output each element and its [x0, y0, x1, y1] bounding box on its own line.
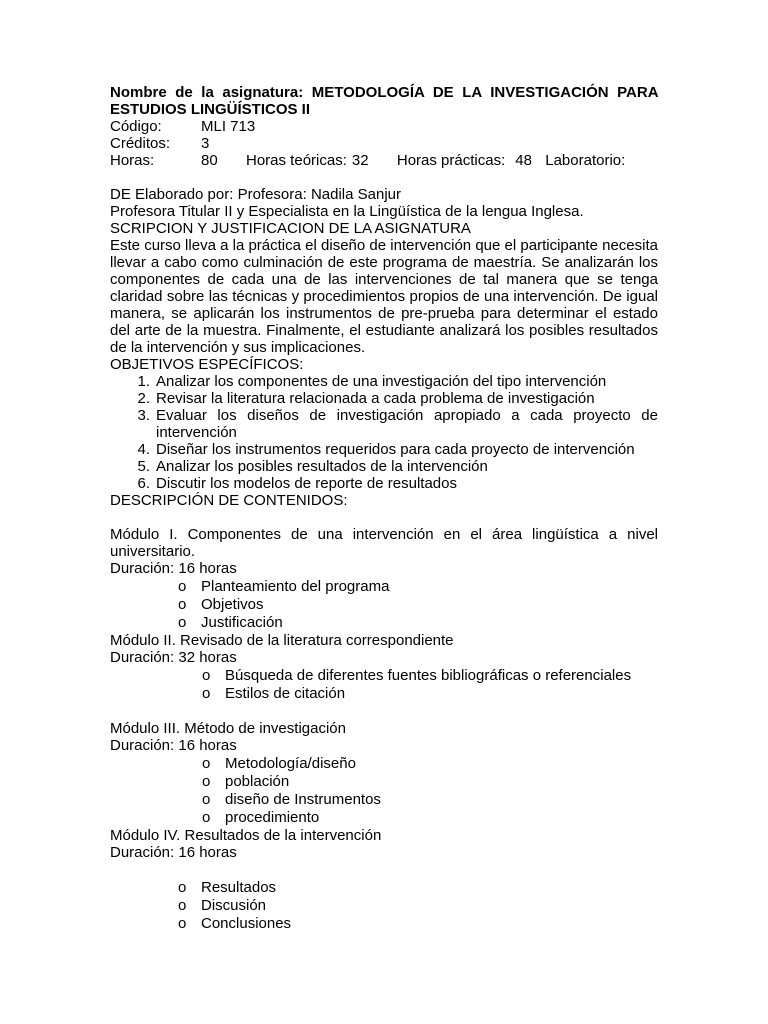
module-title: Módulo II. Revisado de la literatura correspondiente	[110, 632, 454, 649]
list-item: o procedimiento	[202, 809, 320, 826]
objective-item: 1. Analizar los componentes de una investigación del tipo intervención	[137, 373, 607, 390]
teoricas-value: 32	[351, 152, 369, 169]
module-duration: Duración: 32 horas	[110, 649, 237, 666]
module-duration: Duración: 16 horas	[110, 844, 237, 861]
bullet-icon: o	[202, 773, 211, 790]
objectives-heading: OBJETIVOS ESPECÍFICOS:	[110, 356, 304, 373]
list-item: o Búsqueda de diferentes fuentes bibliográficas o referenciales	[202, 667, 632, 684]
teoricas-label: Horas teóricas:	[246, 152, 347, 169]
module-title: Módulo III. Método de investigación	[110, 720, 346, 737]
module-title: Módulo I. Componentes de una intervención en el área lingüística a nivel universitario.	[110, 526, 658, 560]
bullet-icon: o	[178, 596, 187, 613]
list-item: o Metodología/diseño	[202, 755, 356, 772]
bullet-icon: o	[202, 755, 211, 772]
document-content	[110, 84, 658, 933]
horas-row	[110, 152, 658, 169]
list-item: o Objetivos	[178, 596, 264, 613]
module-items	[110, 667, 658, 703]
list-item: o Estilos de citación	[202, 685, 346, 702]
subject-title: Nombre de la asignatura: METODOLOGÍA DE LA INVESTIGACIÓN PARA ESTUDIOS LINGÜÍSTICOS II	[110, 84, 658, 118]
justification-body: Este curso lleva a la práctica el diseño de intervención que el participante necesita llevar a cabo como culminación de este programa de maestría. Se analizarán los componentes de cada una de las intervenciones de tal manera que se tenga claridad sobre las técnicas y procedimientos propios de una intervención. De igual manera, se aplicarán los instrumentos de pre-prueba para determinar el estado del arte de la muestra. Finalmente, el estudiante analizará los posibles resultados de la intervención y sus implicaciones.	[110, 237, 658, 356]
module-title: Módulo IV. Resultados de la intervención	[110, 827, 382, 844]
objective-item: 6. Discutir los modelos de reporte de resultados	[137, 475, 457, 492]
bullet-icon: o	[202, 685, 211, 702]
author-line: DE Elaborado por: Profesora: Nadila Sanjur	[110, 186, 401, 203]
practicas-value: 48	[515, 152, 532, 169]
list-item: o Planteamiento del programa	[178, 578, 390, 595]
list-item: o diseño de Instrumentos	[202, 791, 381, 808]
justification-heading: SCRIPCION Y JUSTIFICACION DE LA ASIGNATURA	[110, 220, 471, 237]
bullet-icon: o	[178, 879, 187, 896]
bullet-icon: o	[202, 809, 211, 826]
bullet-icon: o	[202, 667, 211, 684]
bullet-icon: o	[178, 614, 187, 631]
bullet-icon: o	[178, 915, 187, 932]
module-duration: Duración: 16 horas	[110, 737, 237, 754]
bullet-icon: o	[202, 791, 211, 808]
objective-item: 3. Evaluar los diseños de investigación apropiado a cada proyecto de intervención	[137, 407, 658, 441]
objectives-list	[110, 373, 658, 492]
list-item: o Resultados	[178, 879, 277, 896]
horas-label: Horas:	[110, 152, 155, 169]
bullet-icon: o	[178, 897, 187, 914]
author-title: Profesora Titular II y Especialista en la Lingüística de la lengua Inglesa.	[110, 203, 584, 220]
module-items	[110, 755, 658, 827]
list-item: o Justificación	[178, 614, 283, 631]
codigo-value: MLI 713	[201, 118, 256, 135]
objective-item: 2. Revisar la literatura relacionada a cada problema de investigación	[137, 390, 595, 407]
creditos-row	[110, 135, 658, 152]
objective-item: 4. Diseñar los instrumentos requeridos para cada proyecto de intervención	[137, 441, 635, 458]
bullet-icon: o	[178, 578, 187, 595]
laboratorio-label: Laboratorio:	[545, 152, 626, 169]
list-item: o Conclusiones	[178, 915, 292, 932]
list-item: o población	[202, 773, 290, 790]
objective-item: 5. Analizar los posibles resultados de la intervención	[137, 458, 488, 475]
module-items	[110, 879, 658, 933]
list-item: o Discusión	[178, 897, 267, 914]
practicas-label: Horas prácticas:	[396, 152, 506, 169]
codigo-label: Código:	[110, 118, 162, 135]
module-duration: Duración: 16 horas	[110, 560, 237, 577]
creditos-value: 3	[201, 135, 210, 152]
contents-heading: DESCRIPCIÓN DE CONTENIDOS:	[110, 492, 348, 509]
module-items	[110, 578, 658, 632]
creditos-label: Créditos:	[110, 135, 171, 152]
horas-value: 80	[201, 152, 218, 169]
codigo-row	[110, 118, 658, 135]
